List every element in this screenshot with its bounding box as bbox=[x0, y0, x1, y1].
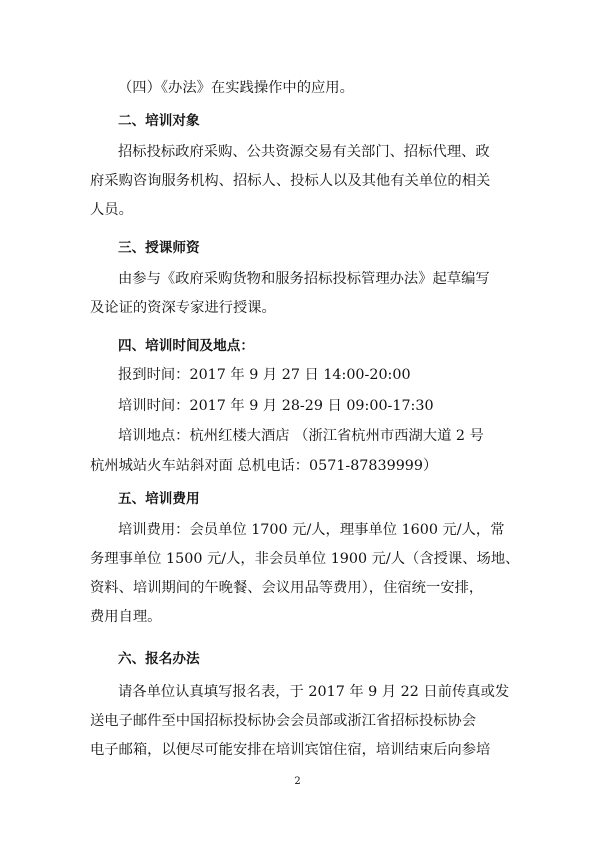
body-text-line: 招标投标政府采购、公共资源交易有关部门、招标代理、政 bbox=[118, 144, 490, 160]
body-text-line: 府采购咨询服务机构、招标人、投标人以及其他有关单位的相关 bbox=[90, 173, 491, 189]
body-text-line: 由参与《政府采购货物和服务招标投标管理办法》起草编写 bbox=[118, 271, 490, 287]
body-text-line: 及论证的资深专家进行授课。 bbox=[90, 300, 276, 316]
body-text-line: 费用自理。 bbox=[90, 609, 162, 625]
body-text-line: 请各单位认真填写报名表，于 2017 年 9 月 22 日前传真或发 bbox=[118, 684, 510, 700]
section-heading: 三、授课师资 bbox=[118, 240, 200, 256]
body-text-line: 培训时间：2017 年 9 月 28-29 日 09:00-17:30 bbox=[118, 398, 434, 414]
section-heading: 四、培训时间及地点： bbox=[118, 338, 254, 354]
section-heading: 六、报名办法 bbox=[118, 651, 200, 667]
section-heading: 二、培训对象 bbox=[118, 113, 200, 129]
body-text-line: （四）《办法》在实践操作中的应用。 bbox=[118, 80, 354, 96]
page-number: 2 bbox=[294, 776, 301, 787]
body-text-line: 资料、培训期间的午晚餐、会议用品等费用），住宿统一安排， bbox=[90, 580, 484, 596]
body-text-line: 电子邮箱，以便尽可能安排在培训宾馆住宿，培训结束后向参培 bbox=[90, 742, 491, 758]
body-text-line: 送电子邮件至中国招标投标协会会员部或浙江省招标投标协会 bbox=[90, 713, 477, 729]
body-text-line: 报到时间：2017 年 9 月 27 日 14:00-20:00 bbox=[118, 367, 411, 383]
section-heading: 五、培训费用 bbox=[118, 491, 200, 507]
body-text-line: 杭州城站火车站斜对面 总机电话：0571-87839999） bbox=[90, 458, 438, 474]
body-text-line: 务理事单位 1500 元/人，非会员单位 1900 元/人（含授课、场地、 bbox=[90, 551, 520, 567]
body-text-line: 培训费用：会员单位 1700 元/人，理事单位 1600 元/人，常 bbox=[118, 522, 505, 538]
body-text-line: 培训地点：杭州红楼大酒店 （浙江省杭州市西湖大道 2 号 bbox=[118, 428, 484, 444]
body-text-line: 人员。 bbox=[90, 202, 133, 218]
